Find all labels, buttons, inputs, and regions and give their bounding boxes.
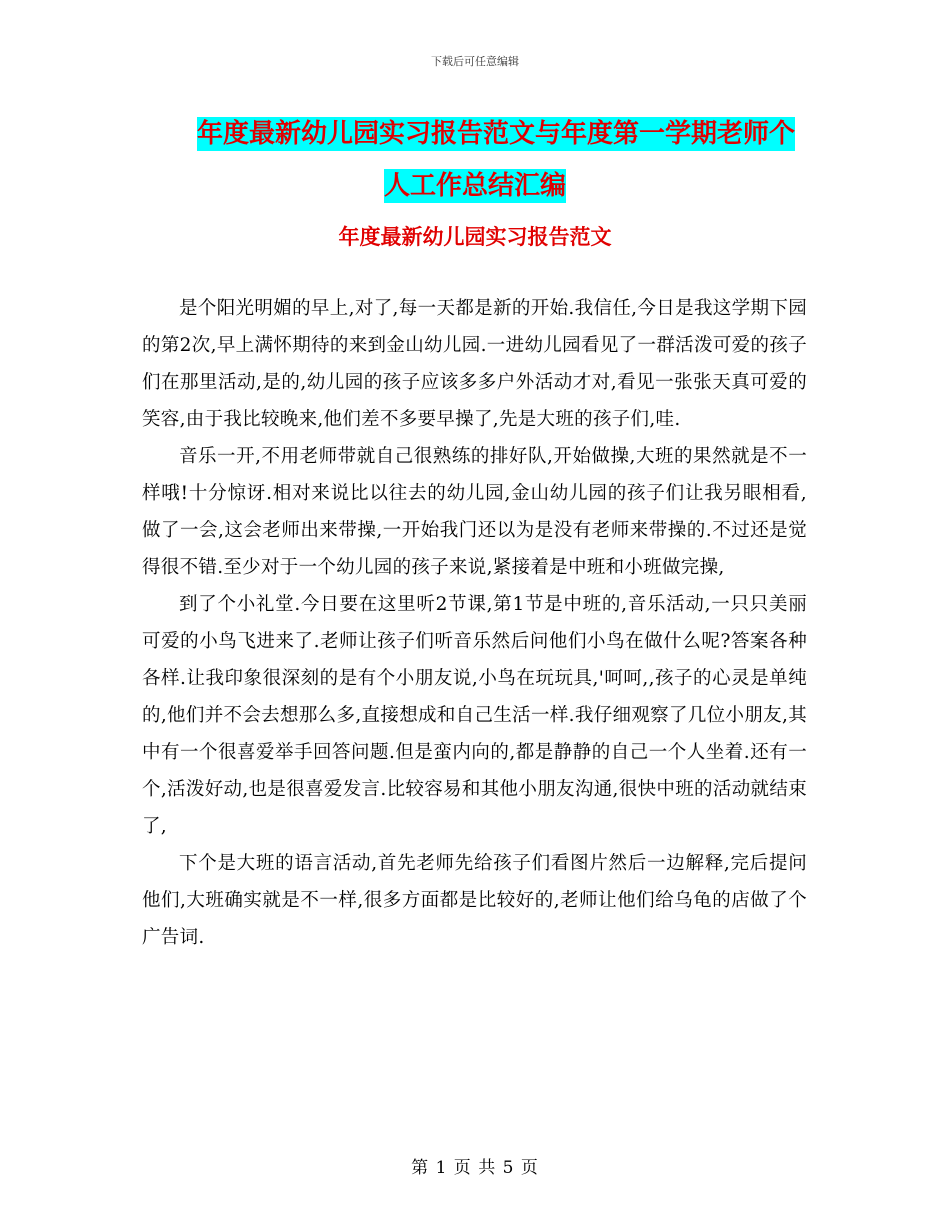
section-title: 年度最新幼儿园实习报告范文 — [338, 225, 612, 249]
document-title-line-1 — [0, 108, 950, 160]
title-highlight-1: 年度最新幼儿园实习报告范文与年度第一学期老师个 — [196, 119, 795, 149]
paragraph-1: 是个阳光明媚的早上,对了,每一天都是新的开始.我信任,今日是我这学期下园的第2次,早上满怀期待的来到金山幼儿园.一进幼儿园看见了一群活泼可爱的孩子们在那里活动,是的,幼儿园的孩子应该多多户外活动才对,看见一张张天真可爱的笑容,由于我比较晚来,他们差不多要早操了,先是大班的孩子们,哇. — [142, 298, 807, 430]
page-footer: 第 1 页 共 5 页 — [411, 1158, 539, 1178]
document-body — [142, 290, 807, 956]
document-title-line-2 — [0, 160, 950, 212]
document-title — [0, 108, 950, 212]
paragraph-4: 下个是大班的语言活动,首先老师先给孩子们看图片然后一边解释,完后提问他们,大班确实就是不一样,很多方面都是比较好的,老师让他们给乌龟的店做了个广告词. — [142, 853, 807, 948]
header-note: 下载后可任意编辑 — [431, 55, 519, 68]
paragraph-3: 到了个小礼堂.今日要在这里听2节课,第1节是中班的,音乐活动,一只只美丽可爱的小鸟飞进来了.老师让孩子们听音乐然后问他们小鸟在做什么呢?答案各种各样.让我印象很深刻的是有个小朋友说,小鸟在玩玩具,'呵呵,,孩子的心灵是单纯的,他们并不会去想那么多,直接想成和自己生活一样.我仔细观察了几位小朋友,其中有一个很喜爱举手回答问题.但是蛮内向的,都是静静的自己一个人坐着.还有一个,活泼好动,也是很喜爱发言.比较容易和其他小朋友沟通,很快中班的活动就结束了, — [142, 594, 807, 837]
paragraph-2: 音乐一开,不用老师带就自己很熟练的排好队,开始做操,大班的果然就是不一样哦!十分惊讶.相对来说比以往去的幼儿园,金山幼儿园的孩子们让我另眼相看,做了一会,这会老师出来带操,一开始我门还以为是没有老师来带操的.不过还是觉得很不错.至少对于一个幼儿园的孩子来说,紧接着是中班和小班做完操, — [142, 446, 807, 578]
title-highlight-2: 人工作总结汇编 — [383, 171, 566, 201]
